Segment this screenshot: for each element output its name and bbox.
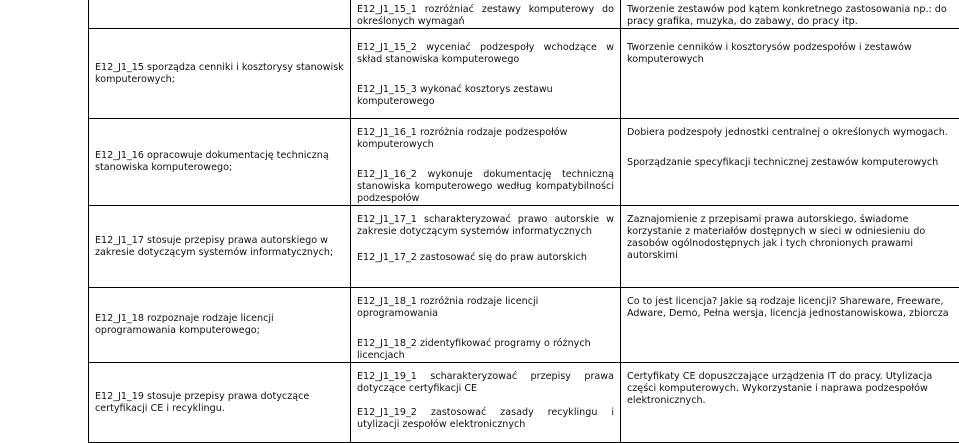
outcome-text: E12_J1_16 opracowuje dokumentację techniczną stanowiska komputerowego; xyxy=(95,150,329,173)
criteria-cell xyxy=(351,0,621,29)
criteria-cell xyxy=(351,206,621,288)
outcome-cell xyxy=(89,29,351,119)
criteria-cell xyxy=(351,119,621,206)
criteria-cell xyxy=(351,29,621,119)
criterion-text: E12_J1_19_1 scharakteryzować przepisy prawa dotyczące certyfikacji CE xyxy=(357,371,614,395)
criteria-cell xyxy=(351,288,621,363)
outcome-cell xyxy=(89,288,351,363)
outcome-text: E12_J1_19 stosuje przepisy prawa dotyczące certyfikacji CE i recyklingu. xyxy=(95,391,309,414)
criterion-text: E12_J1_16_1 rozróżnia rodzaje podzespołów komputerowych xyxy=(357,127,614,151)
content-cell xyxy=(621,29,959,119)
criterion-text: E12_J1_15_2 wyceniać podzespoły wchodzące w skład stanowiska komputerowego xyxy=(357,42,614,66)
table-row xyxy=(89,0,959,29)
curriculum-table xyxy=(88,0,959,443)
content-cell xyxy=(621,0,959,29)
table-row xyxy=(89,288,959,363)
content-text: Sporządzanie specyfikacji technicznej zestawów komputerowych xyxy=(627,157,954,169)
outcome-text: E12_J1_17 stosuje przepisy prawa autorskiego w zakresie dotyczącym systemów informatycznych; xyxy=(95,235,333,258)
criterion-text: E12_J1_18_1 rozróżnia rodzaje licencji oprogramowania xyxy=(357,296,614,320)
content-text: Zaznajomienie z przepisami prawa autorskiego, świadome korzystanie z materiałów dostępnych w sieci w odniesieniu do zasobów ogólnodostępnych jak i tych chronionych prawami autorskimi xyxy=(627,214,954,262)
table-row xyxy=(89,206,959,288)
outcome-cell xyxy=(89,206,351,288)
criteria-cell xyxy=(351,363,621,443)
criterion-text: E12_J1_18_2 zidentyfikować programy o różnych licencjach xyxy=(357,338,614,362)
outcome-text: E12_J1_18 rozpoznaje rodzaje licencji oprogramowania komputerowego; xyxy=(95,313,274,336)
content-text: Tworzenie cenników i kosztorysów podzespołów i zestawów komputerowych xyxy=(627,42,954,66)
content-cell xyxy=(621,363,959,443)
table-row xyxy=(89,363,959,443)
criterion-text: E12_J1_19_2 zastosować zasady recyklingu i utylizacji zespołów elektronicznych xyxy=(357,407,614,431)
table-row xyxy=(89,119,959,206)
criterion-text: E12_J1_15_1 rozróżniać zestawy komputerowy do określonych wymagań xyxy=(357,4,614,28)
content-text: Dobiera podzespoły jednostki centralnej o określonych wymogach. xyxy=(627,127,954,139)
outcome-cell xyxy=(89,119,351,206)
content-cell xyxy=(621,206,959,288)
criterion-text: E12_J1_17_1 scharakteryzować prawo autorskie w zakresie dotyczącym systemów informatycznych xyxy=(357,214,614,238)
content-text: Co to jest licencja? Jakie są rodzaje licencji? Shareware, Freeware, Adware, Demo, Pełna wersja, licencja jednostanowiskowa, zbiorcza xyxy=(627,296,954,320)
content-cell xyxy=(621,288,959,363)
criterion-text: E12_J1_15_3 wykonać kosztorys zestawu komputerowego xyxy=(357,84,614,108)
content-text: Certyfikaty CE dopuszczające urządzenia IT do pracy. Utylizacja części komputerowych. Wykorzystanie i naprawa podzespołów elektronicznych. xyxy=(627,371,954,407)
outcome-cell xyxy=(89,363,351,443)
criterion-text: E12_J1_16_2 wykonuje dokumentację techniczną stanowiska komputerowego według kompatybilności podzespołów xyxy=(357,169,614,205)
content-cell xyxy=(621,119,959,206)
table-row xyxy=(89,29,959,119)
outcome-cell xyxy=(89,0,351,29)
outcome-text: E12_J1_15 sporządza cenniki i kosztorysy stanowisk komputerowych; xyxy=(95,62,344,85)
content-text: Tworzenie zestawów pod kątem konkretnego zastosowania np.: do pracy grafika, muzyka, do zabawy, do pracy itp. xyxy=(627,4,954,28)
criterion-text: E12_J1_17_2 zastosować się do praw autorskich xyxy=(357,252,614,264)
